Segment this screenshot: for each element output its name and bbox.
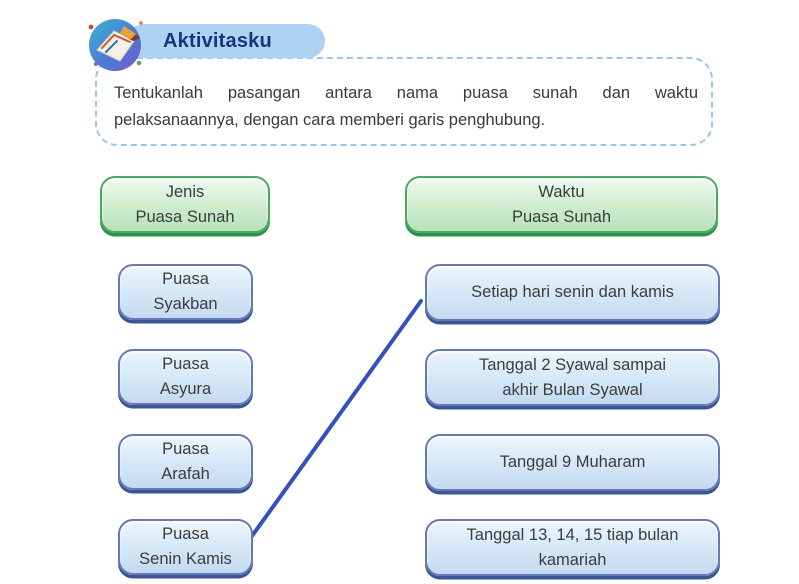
activity-header-pill: [127, 24, 325, 58]
match-item-puasa-asyura[interactable]: Puasa Asyura: [118, 349, 253, 405]
connection-line: [252, 301, 421, 536]
match-item-puasa-syakban[interactable]: Puasa Syakban: [118, 264, 253, 320]
column-header-waktu-puasa-sunah: Waktu Puasa Sunah: [405, 176, 718, 233]
instruction-box: [95, 57, 713, 146]
match-item-setiap-hari-senin-dan-kamis[interactable]: Setiap hari senin dan kamis: [425, 264, 720, 321]
match-item-puasa-senin-kamis[interactable]: Puasa Senin Kamis: [118, 519, 253, 575]
activity-title: Aktivitasku: [163, 29, 272, 52]
match-item-tanggal-13-14-15[interactable]: Tanggal 13, 14, 15 tiap bulan kamariah: [425, 519, 720, 576]
instruction-text-line1: Tentukanlah pasangan antara nama puasa sunah dan waktu: [114, 84, 698, 102]
match-item-tanggal-9-muharam[interactable]: Tanggal 9 Muharam: [425, 434, 720, 491]
column-header-jenis-puasa-sunah: Jenis Puasa Sunah: [100, 176, 270, 233]
match-item-puasa-arafah[interactable]: Puasa Arafah: [118, 434, 253, 490]
instruction-text-line2: pelaksanaannya, dengan cara memberi garis penghubung.: [114, 111, 546, 129]
match-item-tanggal-2-syawal[interactable]: Tanggal 2 Syawal sampai akhir Bulan Syawal: [425, 349, 720, 406]
book-pencil-icon: [84, 14, 146, 76]
